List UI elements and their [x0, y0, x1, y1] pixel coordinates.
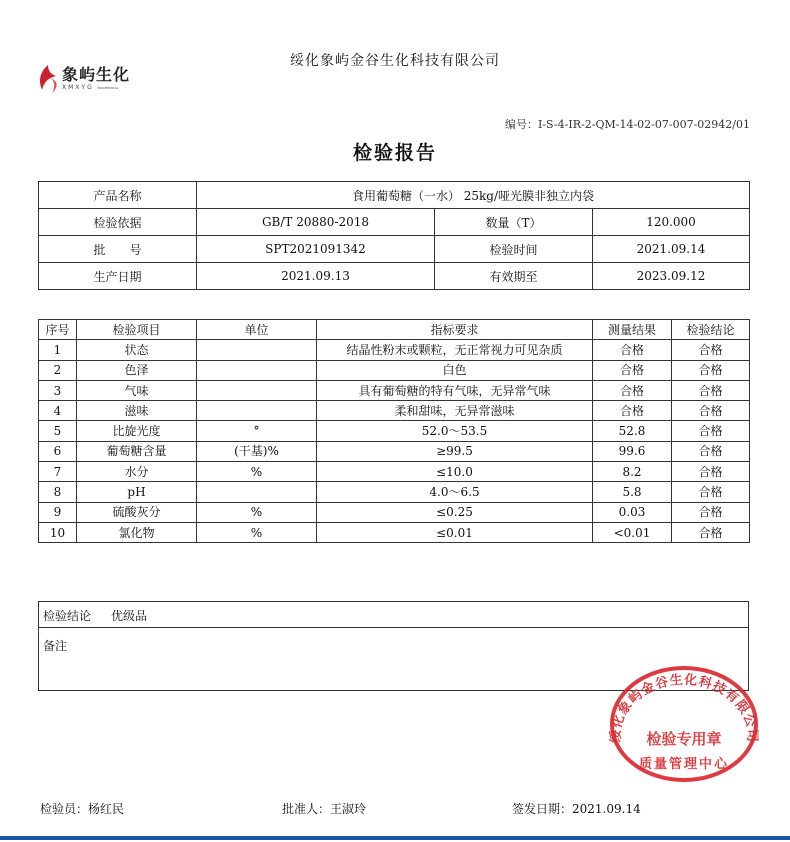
report-title: 检验报告: [352, 142, 437, 164]
cell-requirement: 4.0～6.5: [317, 482, 593, 502]
table-row: [39, 236, 750, 263]
cell-requirement: ≤0.25: [317, 502, 593, 522]
cell-index: 8: [39, 482, 77, 502]
remark-label: 备注: [43, 639, 68, 653]
cell-index: 7: [39, 462, 77, 482]
cell-conclusion: 合格: [672, 462, 750, 482]
cell-conclusion: 合格: [672, 522, 750, 542]
cell-requirement: ≤0.01: [317, 522, 593, 542]
test-results-table: [38, 319, 750, 543]
product-name-label: 产品名称: [39, 182, 197, 209]
cell-requirement: 柔和甜味，无异常滋味: [317, 401, 593, 421]
cell-unit: %: [197, 462, 317, 482]
cell-index: 2: [39, 360, 77, 380]
cell-index: 9: [39, 502, 77, 522]
table-header-row: [39, 320, 750, 340]
cell-item: 状态: [77, 340, 197, 360]
cell-result: 合格: [593, 380, 672, 400]
conclusion-row: [39, 602, 748, 628]
cell-conclusion: 合格: [672, 421, 750, 441]
cell-item: 比旋光度: [77, 421, 197, 441]
header-unit: 单位: [197, 320, 317, 340]
cell-requirement: 结晶性粉末或颗粒，无正常视力可见杂质: [317, 340, 593, 360]
svg-text:检验专用章: 检验专用章: [646, 730, 722, 748]
cell-unit: [197, 360, 317, 380]
company-logo: [36, 62, 146, 102]
cell-requirement: 52.0～53.5: [317, 421, 593, 441]
cell-index: 6: [39, 441, 77, 461]
cell-item: pH: [77, 482, 197, 502]
table-row: [39, 421, 750, 441]
table-row: [39, 380, 750, 400]
production-date-value: 2021.09.13: [197, 263, 435, 290]
cell-conclusion: 合格: [672, 502, 750, 522]
cell-result: 合格: [593, 340, 672, 360]
cell-conclusion: 合格: [672, 380, 750, 400]
batch-label: 批 号: [39, 236, 197, 263]
cell-item: 水分: [77, 462, 197, 482]
quantity-label: 数量（T）: [435, 209, 593, 236]
table-row: [39, 340, 750, 360]
table-row: [39, 502, 750, 522]
cell-requirement: 具有葡萄糖的特有气味，无异常气味: [317, 380, 593, 400]
cell-result: 0.03: [593, 502, 672, 522]
cell-conclusion: 合格: [672, 401, 750, 421]
svg-text:绥化象屿金谷生化科技有限公司: 绥化象屿金谷生化科技有限公司: [608, 672, 760, 743]
cell-result: 8.2: [593, 462, 672, 482]
table-row: [39, 401, 750, 421]
logo-english-name: XMXYG BIOCHEMICAL: [62, 84, 119, 91]
cell-unit: %: [197, 522, 317, 542]
table-row: [39, 482, 750, 502]
batch-value: SPT2021091342: [197, 236, 435, 263]
product-name-value: 食用葡萄糖（一水） 25kg/哑光膜非独立内袋: [197, 182, 750, 209]
header-result: 测量结果: [593, 320, 672, 340]
cell-conclusion: 合格: [672, 360, 750, 380]
cell-index: 1: [39, 340, 77, 360]
cell-index: 3: [39, 380, 77, 400]
logo-chinese-name: 象屿生化: [62, 65, 131, 84]
expiry-label: 有效期至: [435, 263, 593, 290]
header-conclusion: 检验结论: [672, 320, 750, 340]
cell-item: 气味: [77, 380, 197, 400]
test-time-value: 2021.09.14: [593, 236, 750, 263]
cell-item: 滋味: [77, 401, 197, 421]
logo-mark-icon: [36, 64, 60, 94]
cell-item: 色泽: [77, 360, 197, 380]
cell-result: 合格: [593, 360, 672, 380]
cell-index: 5: [39, 421, 77, 441]
cell-requirement: ≥99.5: [317, 441, 593, 461]
cell-item: 氯化物: [77, 522, 197, 542]
conclusion-value: 优级品: [111, 609, 148, 623]
cell-unit: [197, 401, 317, 421]
table-row: [39, 263, 750, 290]
basis-value: GB/T 20880-2018: [197, 209, 435, 236]
cell-conclusion: 合格: [672, 441, 750, 461]
cell-unit: %: [197, 502, 317, 522]
product-info-table: [38, 181, 750, 290]
expiry-value: 2023.09.12: [593, 263, 750, 290]
table-row: [39, 441, 750, 461]
cell-conclusion: 合格: [672, 340, 750, 360]
inspector: 检验员：杨红民: [40, 802, 125, 816]
inspection-seal-stamp: [602, 656, 762, 782]
basis-label: 检验依据: [39, 209, 197, 236]
cell-result: 99.6: [593, 441, 672, 461]
cell-conclusion: 合格: [672, 482, 750, 502]
table-row: [39, 462, 750, 482]
cell-unit: [197, 340, 317, 360]
cell-result: <0.01: [593, 522, 672, 542]
cell-item: 葡萄糖含量: [77, 441, 197, 461]
table-row: [39, 360, 750, 380]
approver: 批准人：王淑玲: [282, 802, 367, 816]
company-name: 绥化象屿金谷生化科技有限公司: [290, 53, 500, 69]
svg-text:质量管理中心: 质量管理中心: [638, 757, 730, 772]
document-number: 编号：I-S-4-IR-2-QM-14-02-07-007-02942/01: [504, 118, 750, 131]
header-index: 序号: [39, 320, 77, 340]
bottom-rule: [0, 836, 790, 840]
cell-result: 合格: [593, 401, 672, 421]
cell-result: 5.8: [593, 482, 672, 502]
cell-requirement: ≤10.0: [317, 462, 593, 482]
test-time-label: 检验时间: [435, 236, 593, 263]
cell-unit: (干基)%: [197, 441, 317, 461]
production-date-label: 生产日期: [39, 263, 197, 290]
header-item: 检验项目: [77, 320, 197, 340]
table-row: [39, 522, 750, 542]
cell-index: 10: [39, 522, 77, 542]
table-row: [39, 182, 750, 209]
cell-unit: [197, 380, 317, 400]
cell-unit: [197, 482, 317, 502]
issue-date: 签发日期：2021.09.14: [512, 802, 641, 816]
quantity-value: 120.000: [593, 209, 750, 236]
cell-index: 4: [39, 401, 77, 421]
cell-item: 硫酸灰分: [77, 502, 197, 522]
table-row: [39, 209, 750, 236]
header-requirement: 指标要求: [317, 320, 593, 340]
conclusion-label: 检验结论: [43, 609, 92, 623]
cell-requirement: 白色: [317, 360, 593, 380]
cell-result: 52.8: [593, 421, 672, 441]
cell-unit: °: [197, 421, 317, 441]
